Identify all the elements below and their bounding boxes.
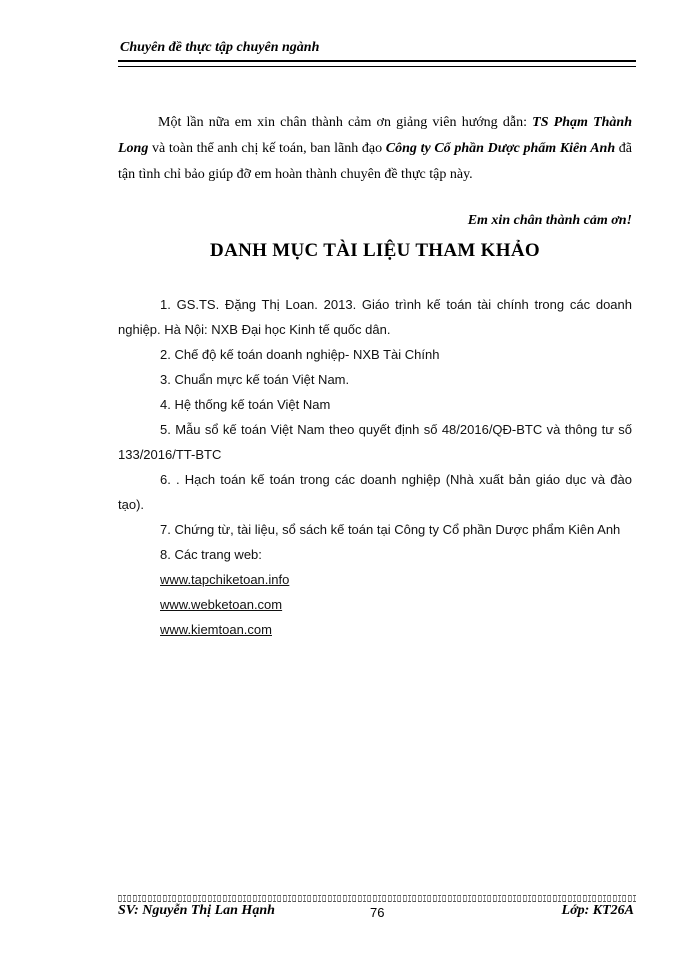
footer-rule [118, 895, 636, 902]
page-number: 76 [370, 905, 385, 920]
reference-item: 1. GS.TS. Đặng Thị Loan. 2013. Giáo trình kế toán tài chính trong các doanh nghiệp. Hà Nội: NXB Đại học Kinh tế quốc dân. [118, 297, 632, 337]
thanks-text-2: và toàn thể anh chị kế toán, ban lãnh đạo [148, 141, 386, 156]
footer-student: SV: Nguyễn Thị Lan Hạnh [118, 903, 275, 918]
thanks-text-3: đã tận tình chỉ bảo giúp đỡ em hoàn thành chuyên đề thực tập này. [118, 141, 633, 182]
references-list [118, 292, 632, 642]
reference-item: 2. Chế độ kế toán doanh nghiệp- NXB Tài Chính [160, 347, 440, 362]
reference-item: 7. Chứng từ, tài liệu, sổ sách kế toán tại Công ty Cổ phần Dược phẩm Kiên Anh [160, 522, 621, 537]
running-header: Chuyên đề thực tập chuyên ngành [120, 40, 320, 55]
website-link-kiemtoan[interactable]: www.kiemtoan.com [160, 622, 272, 637]
website-link-webketoan[interactable]: www.webketoan.com [160, 597, 283, 612]
website-link-tapchiketoan[interactable]: www.tapchiketoan.info [160, 572, 290, 587]
header-rule [118, 60, 636, 67]
references-heading: DANH MỤC TÀI LIỆU THAM KHẢO [210, 240, 540, 261]
acknowledgement-paragraph [118, 110, 632, 188]
teacher-name: TS Phạm Thành Long [118, 115, 632, 156]
closing-line: Em xin chân thành cảm ơn! [467, 213, 632, 228]
reference-item: 3. Chuẩn mực kế toán Việt Nam. [160, 372, 350, 387]
reference-item: 4. Hệ thống kế toán Việt Nam [160, 397, 331, 412]
thanks-text-1: Một lần nữa em xin chân thành cảm ơn giảng viên hướng dẫn: [158, 115, 533, 130]
company-name: Công ty Cổ phần Dược phẩm Kiên Anh [385, 141, 616, 156]
reference-item: 5. Mẫu sổ kế toán Việt Nam theo quyết định số 48/2016/QĐ-BTC và thông tư số 133/2016/TT-BTC [118, 422, 632, 462]
reference-item: 8. Các trang web: [160, 547, 262, 562]
reference-item: 6. . Hạch toán kế toán trong các doanh nghiệp (Nhà xuất bản giáo dục và đào tạo). [118, 472, 632, 512]
footer-class: Lớp: KT26A [561, 903, 634, 918]
